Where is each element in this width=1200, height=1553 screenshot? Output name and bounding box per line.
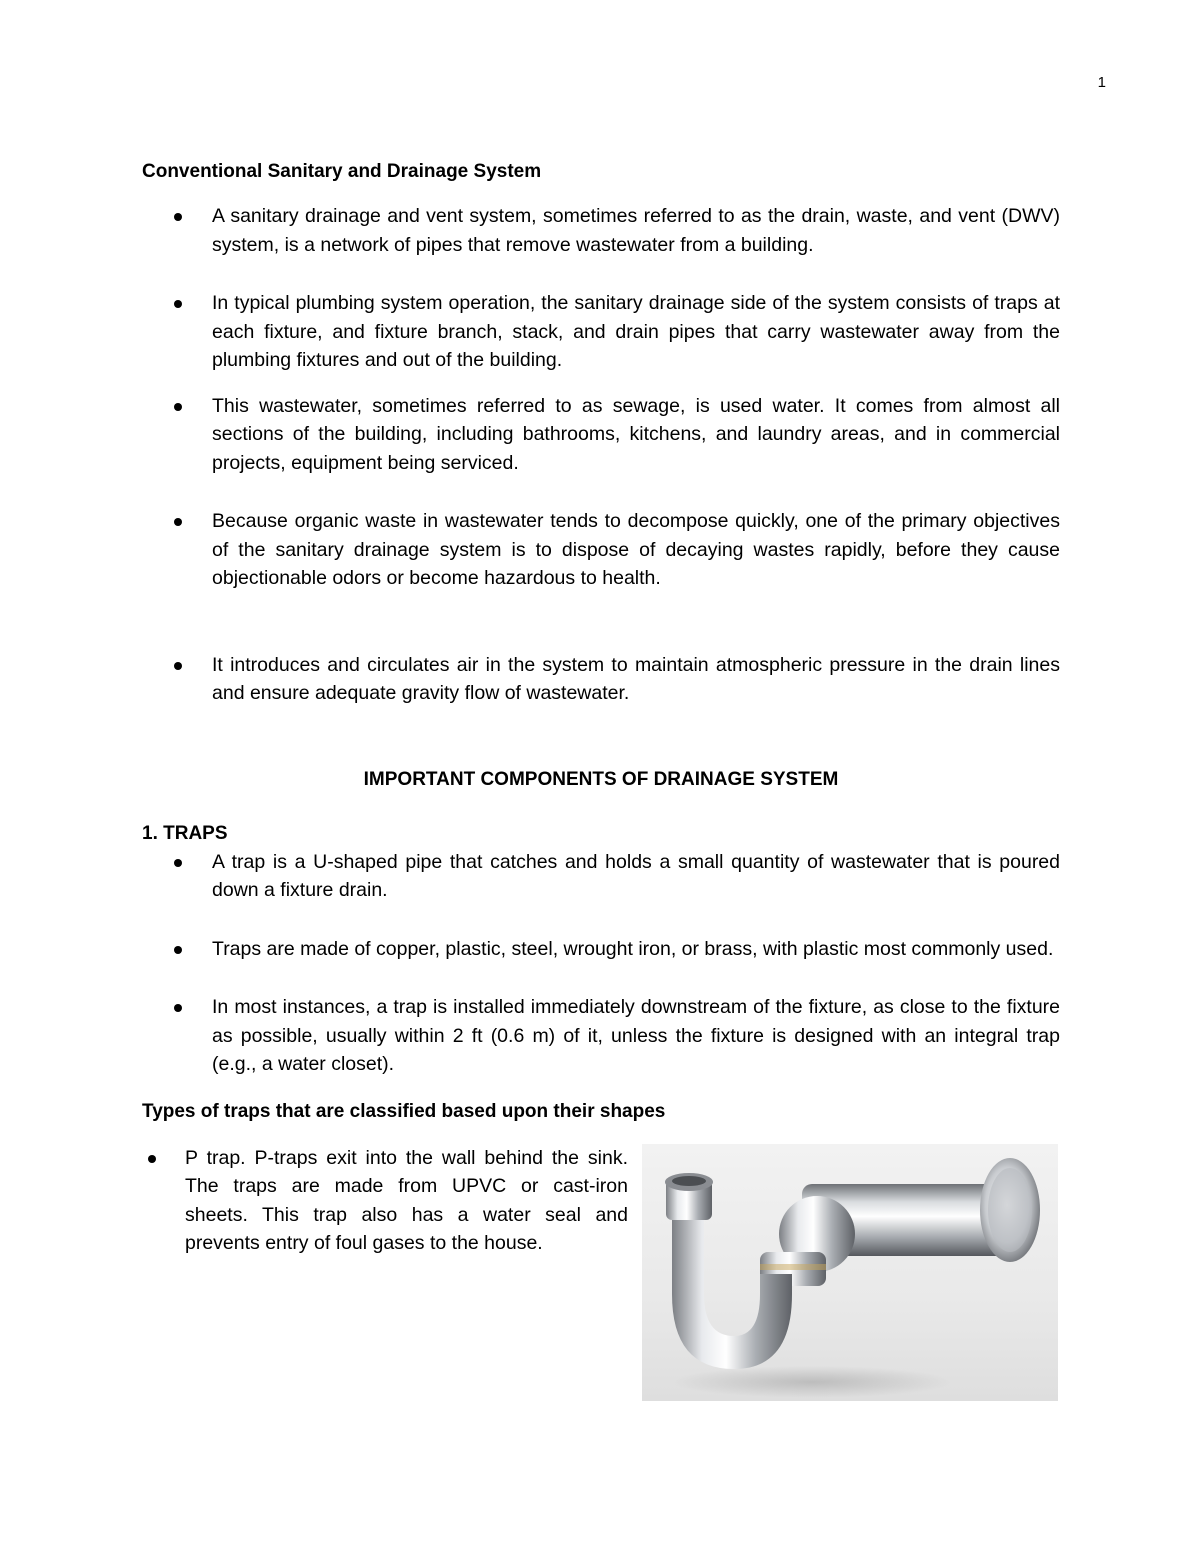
list-item: This wastewater, sometimes referred to as sewage, is used water. It comes from almost all sections of the building, including bathrooms, kitchens, and laundry areas, and in commercial projects, equipment being serviced. — [142, 392, 1060, 478]
list-item: In most instances, a trap is installed immediately downstream of the fixture, as close to the fixture as possible, usually within 2 ft (0.6 m) of it, unless the fixture is designed with an integral trap (e.g., a water closet). — [142, 993, 1060, 1079]
types-heading: Types of traps that are classified based upon their shapes — [142, 1100, 666, 1122]
p-trap-photo — [642, 1144, 1058, 1401]
list-item: A trap is a U-shaped pipe that catches and holds a small quantity of wastewater that is poured down a fixture drain. — [142, 848, 1060, 905]
components-heading: IMPORTANT COMPONENTS OF DRAINAGE SYSTEM — [363, 768, 839, 790]
p-trap-section — [142, 1144, 1060, 1404]
list-item: Because organic waste in wastewater tends to decompose quickly, one of the primary objectives of the sanitary drainage system is to dispose of decaying wastes rapidly, before they cause objectionable odors or become hazardous to health. — [142, 507, 1060, 593]
list-item: P trap. P-traps exit into the wall behind the sink. The traps are made from UPVC or cast-iron sheets. This trap also has a water seal and prevents entry of foul gases to the house. — [142, 1144, 628, 1258]
types-bullet-list — [142, 1144, 628, 1258]
page-content — [142, 158, 1060, 1404]
traps-bullet-list — [142, 848, 1060, 1079]
section-title: Conventional Sanitary and Drainage System — [142, 161, 542, 182]
traps-heading: 1. TRAPS — [142, 822, 228, 844]
page-number: 1 — [1097, 74, 1106, 91]
p-trap-illustration — [642, 1144, 1058, 1401]
list-item: It introduces and circulates air in the system to maintain atmospheric pressure in the drain lines and ensure adequate gravity flow of wastewater. — [142, 651, 1060, 708]
list-item: A sanitary drainage and vent system, sometimes referred to as the drain, waste, and vent (DWV) system, is a network of pipes that remove wastewater from a building. — [142, 202, 1060, 259]
list-item: In typical plumbing system operation, the sanitary drainage side of the system consists of traps at each fixture, and fixture branch, stack, and drain pipes that carry wastewater away from the plumbing fixtures and out of the building. — [142, 289, 1060, 375]
intro-bullet-list — [142, 202, 1060, 708]
list-item: Traps are made of copper, plastic, steel, wrought iron, or brass, with plastic most commonly used. — [142, 935, 1060, 964]
